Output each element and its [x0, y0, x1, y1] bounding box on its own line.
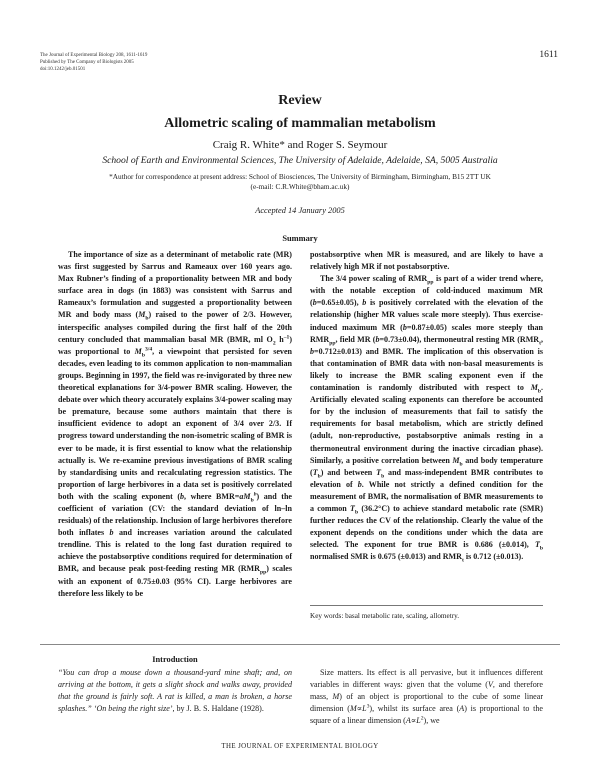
section-divider	[0, 644, 600, 645]
section-label: Review	[278, 93, 322, 108]
keywords-rule	[310, 605, 543, 606]
summary-column-right	[310, 249, 543, 563]
journal-footer: THE JOURNAL OF EXPERIMENTAL BIOLOGY	[221, 743, 379, 750]
page-number: 1611	[539, 50, 558, 60]
summary-column-left	[58, 249, 292, 600]
authors: Craig R. White* and Roger S. Seymour	[212, 139, 388, 151]
correspondence-address: *Author for correspondence at present address: School of Biosciences, The University of Birmingham, Birmingham, B15 2TT UK	[109, 172, 491, 181]
quote-attribution: , by J. B. S. Haldane (1928).	[172, 704, 264, 714]
correspondence	[0, 172, 600, 192]
quote-source-title: ‘On being the right size’	[93, 704, 173, 714]
introduction-paragraph: Size matters. Its effect is all pervasive, but it influences different variables in different ways: given that the volume (V, and therefore mass, M) of an object is proportional to the cube of some linear dimension $(M\propto L^3)$, whilst its surface area (A) is proportional to the square of a linear dimension $(A\propto L^2)$, we	[310, 668, 544, 726]
introduction-heading: Introduction	[152, 655, 198, 664]
summary-paragraph: The 3/4 power scaling of $RMR_{pp}$ is part of a wider trend where, with the notable exception of cold-induced maximum MR (b=0.65±0.05), b is positively correlated with the elevation of the relationship (higher MR values scale more steeply). Thus exercise-induced maximum MR (b=0.87±0.05) scales more steeply than $RMR_{pp}$, field MR (b=0.73±0.04), thermoneutral resting MR ($RMR_t$, b=0.712±0.013) and BMR. The implication of this observation is that contamination of BMR data with non-basal measurements is likely to increase the BMR scaling exponent even if the contamination is randomly distributed with respect to $M_b$. Artificially elevated scaling exponents can therefore be accounted for by the inclusion of measurements that fail to satisfy the requirements for basal metabolism, which are strictly defined (adult, non-reproductive, postabsorptive animals resting in a thermoneutral environment during the inactive circadian phase). Similarly, a positive correlation between $M_b$ and body temperature $(T_b)$ and between $T_b$ and mass-independent BMR contributes to elevation of b. While not strictly a defined condition for the measurement of BMR, the normalisation of BMR measurements to a common $T_b$ (36.2°C) to achieve standard metabolic rate (SMR) further reduces the CV of the relationship. Clearly the value of the exponent depends on the conditions under which the data are selected. The exponent for true BMR is 0.686 (±0.014), $T_b$ normalised SMR is 0.675 (±0.013) and $RMR_t$ is 0.712 (±0.013).	[310, 274, 544, 564]
summary-paragraph-continued: postabsorptive when MR is measured, and are likely to have a relatively high MR if not postabsorptive.	[310, 250, 543, 272]
journal-citation	[40, 52, 147, 73]
journal-line: The Journal of Experimental Biology 208, 1611-1619	[40, 53, 148, 58]
accepted-date: Accepted 14 January 2005	[255, 206, 345, 215]
introduction-text	[310, 667, 543, 727]
doi-line: doi:10.1242/jeb.01501	[40, 67, 86, 72]
keywords: Key words: basal metabolic rate, scaling, allometry.	[310, 612, 460, 620]
summary-heading: Summary	[282, 234, 318, 243]
publisher-line: Published by The Company of Biologists 2005	[40, 60, 134, 65]
correspondence-email: (e-mail: C.R.White@bham.ac.uk)	[250, 182, 350, 191]
epigraph-quote	[58, 667, 292, 715]
summary-paragraph: The importance of size as a determinant of metabolic rate (MR) was first suggested by Sarrus and Rameaux over 160 years ago. Max Rubner’s finding of a proportionality between MR and body surface area in dogs (in 1883) was consistent with Sarrus and Rameaux’s formulation and suggested a proportionality between MR and body mass $(M_b)$ raised to the power of 2/3. However, interspecific analyses compiled during the first half of the 20th century concluded that mammalian basal MR (BMR, ml $O_2$ $h^{-1}$) was proportional to $M_b^{3/4}$, a viewpoint that persisted for seven decades, even leading to its common application to non-mammalian groups. Beginning in 1997, the field was re-invigorated by three new theoretical explanations for 3/4-power BMR scaling. However, the debate over which theory accurately explains 3/4-power scaling may be premature, because some authors maintain that there is insufficient evidence to adopt an exponent of 3/4 over 2/3. If progress toward understanding the non-isometric scaling of BMR is ever to be made, it is first essential to know what the relationship actually is. We re-examine previous investigations of BMR scaling by standardising units and recalculating regression statistics. The proportion of large herbivores in a data set is positively correlated both with the scaling exponent (b, where $BMR=aM_b^b$) and the coefficient of variation (CV: the standard deviation of ln–ln residuals) of the relationship. Inclusion of large herbivores therefore both inflates b and increases variation around the calculated trendline. This is related to the long fast duration required to achieve the postabsorptive conditions required for determination of BMR, and because peak post-feeding resting MR $(RMR_{pp})$ scales with an exponent of 0.75±0.03 (95% CI). Large herbivores are therefore less likely to be	[58, 250, 293, 598]
article-title: Allometric scaling of mammalian metabolism	[164, 116, 436, 131]
quote-text: “You can drop a mouse down a thousand-yard mine shaft; and, on arriving at the bottom, it gets a slight shock and walks away, provided that the ground is fairly soft. A rat is killed, a man is broken, a horse splashes.”	[58, 668, 292, 714]
affiliation: School of Earth and Environmental Sciences, The University of Adelaide, Adelaide, SA, 5005 Australia	[102, 155, 498, 166]
